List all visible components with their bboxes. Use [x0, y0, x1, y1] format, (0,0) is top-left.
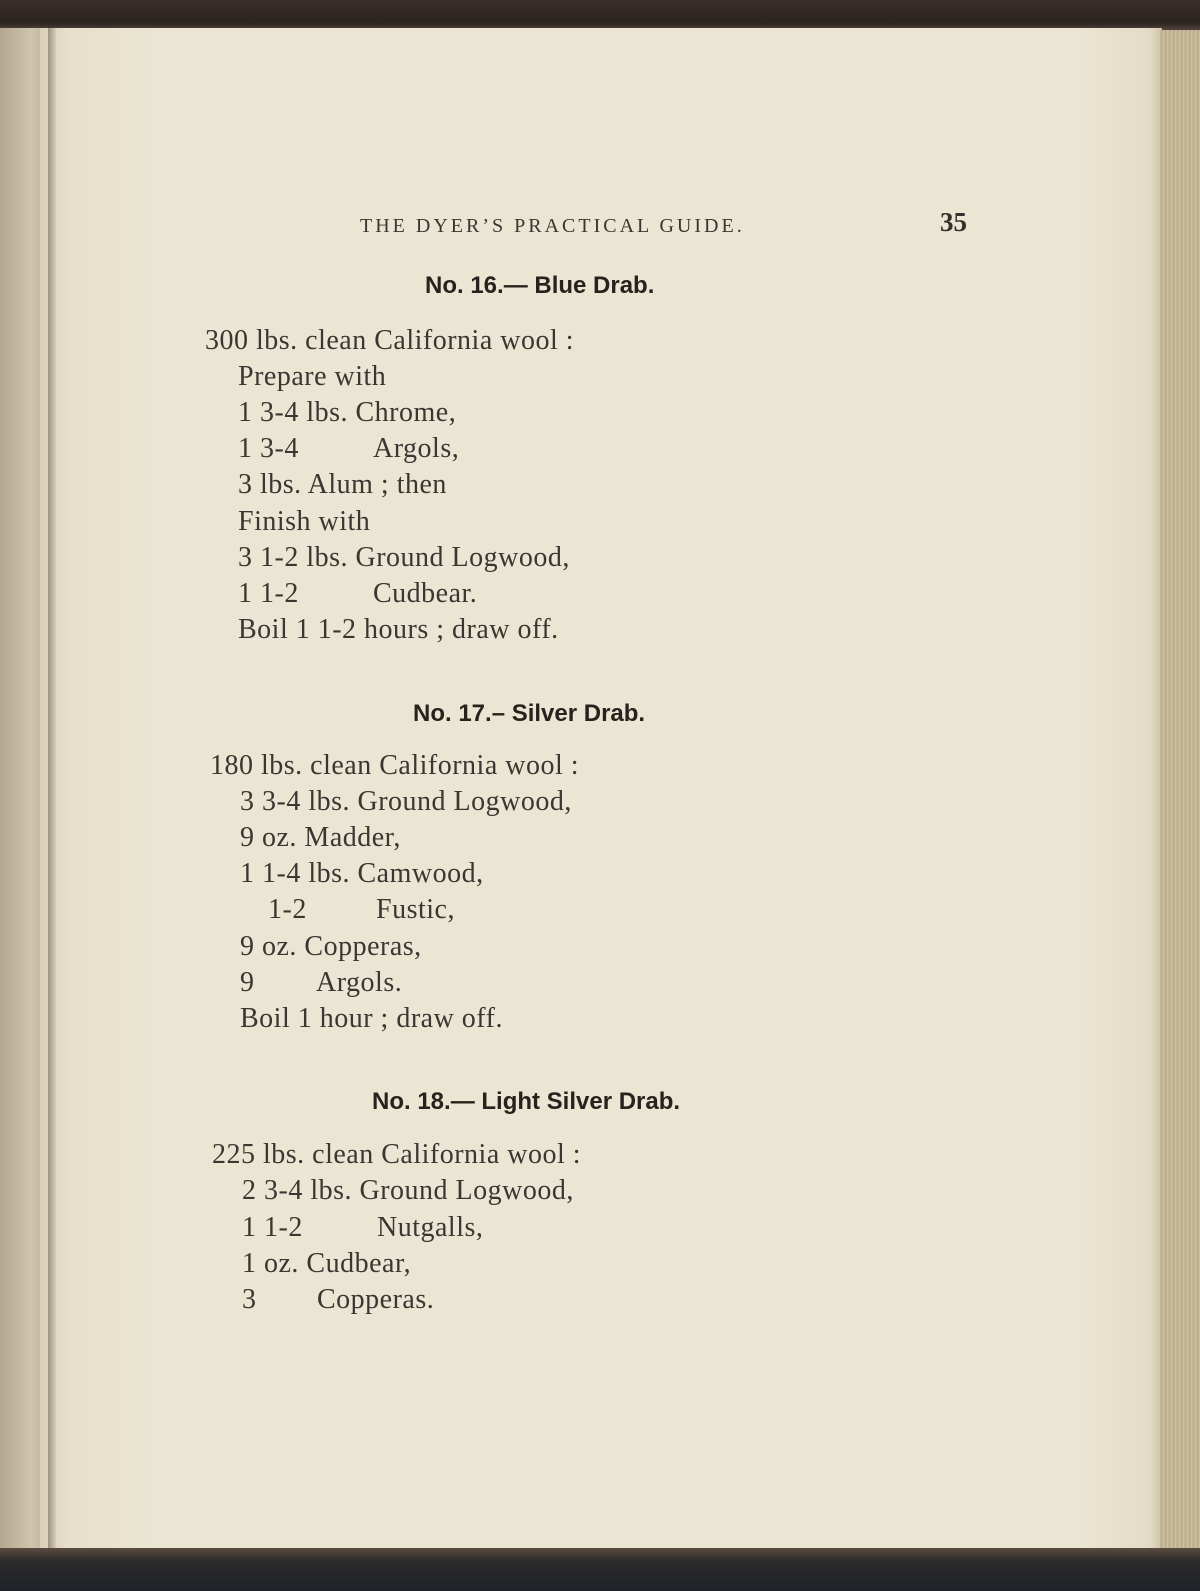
recipe-line: 9 oz. Madder,	[240, 822, 401, 853]
recipe-line: Argols,	[373, 433, 460, 464]
recipe-line: 1 oz. Cudbear,	[242, 1248, 412, 1279]
running-title: THE DYER’S PRACTICAL GUIDE.	[360, 215, 745, 237]
recipe-heading: No. 17.– Silver Drab.	[413, 700, 646, 727]
book-cover-bottom-edge	[0, 1548, 1200, 1591]
recipe-line: 300 lbs. clean California wool :	[205, 325, 575, 356]
recipe-heading: No. 18.— Light Silver Drab.	[372, 1088, 681, 1115]
recipe-line: Copperas.	[317, 1284, 435, 1315]
recipe-line: 180 lbs. clean California wool :	[210, 750, 580, 781]
recipe-line: Cudbear.	[373, 578, 478, 609]
page-fore-edge	[1160, 30, 1200, 1550]
recipe-line: 3	[242, 1284, 257, 1315]
recipe-line: 1 3-4	[238, 433, 299, 464]
recipe-line: 1 1-2	[238, 578, 299, 609]
recipe-line: Boil 1 1-2 hours ; draw off.	[238, 614, 559, 645]
recipe-line: 3 lbs. Alum ; then	[238, 469, 447, 500]
recipe-line: 9	[240, 967, 255, 998]
recipe-line: Finish with	[238, 506, 371, 537]
page-number: 35	[940, 207, 967, 237]
recipe-line: 3 1-2 lbs. Ground Logwood,	[238, 542, 570, 573]
recipe-line: Fustic,	[376, 894, 455, 925]
recipe-line: 9 oz. Copperas,	[240, 931, 422, 962]
recipe-line: Nutgalls,	[377, 1212, 484, 1243]
running-header	[0, 207, 1200, 247]
recipe-line: Boil 1 hour ; draw off.	[240, 1003, 503, 1034]
recipe-line: 225 lbs. clean California wool :	[212, 1139, 582, 1170]
recipe-line: 1-2	[268, 894, 307, 925]
recipe-heading: No. 16.— Blue Drab.	[425, 272, 655, 299]
recipe-line: 3 3-4 lbs. Ground Logwood,	[240, 786, 572, 817]
recipe-line: 1 1-4 lbs. Camwood,	[240, 858, 484, 889]
recipe-line: 1 3-4 lbs. Chrome,	[238, 397, 457, 428]
recipe-line: Prepare with	[238, 361, 387, 392]
recipe-line: 1 1-2	[242, 1212, 303, 1243]
page-gutter	[48, 28, 56, 1550]
recipe-line: Argols.	[316, 967, 403, 998]
book-page	[40, 28, 1162, 1550]
recipe-line: 2 3-4 lbs. Ground Logwood,	[242, 1175, 574, 1206]
